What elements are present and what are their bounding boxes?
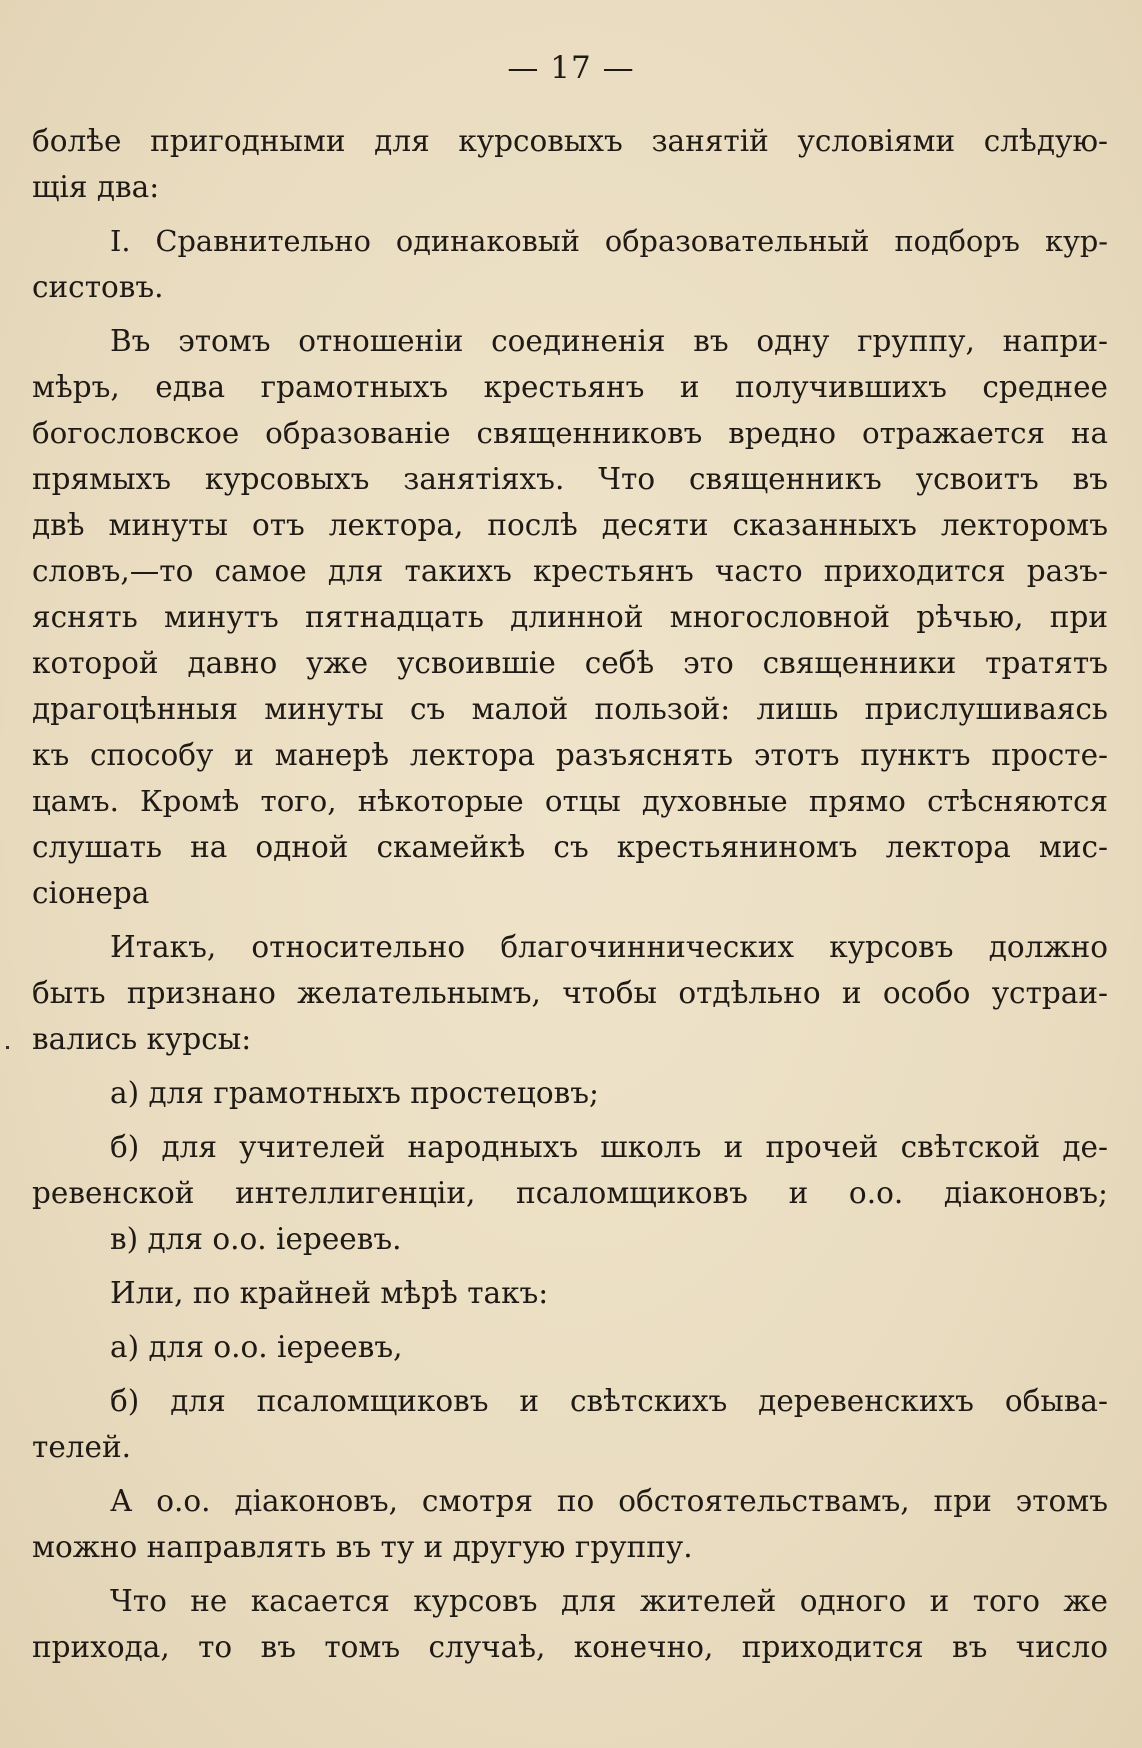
paragraph-4 [32, 924, 1108, 1062]
text-line: цамъ. Кромѣ того, нѣкоторые отцы духовные прямо стѣсняются [32, 784, 1108, 818]
paragraph-2 [32, 218, 1108, 310]
paragraph-7 [32, 1216, 1108, 1262]
text-line: болѣе пригодными для курсовыхъ занятій условіями слѣдую- [32, 124, 1108, 158]
text-line: можно направлять въ ту и другую группу. [32, 1530, 693, 1564]
paragraph-3 [32, 318, 1108, 916]
text-line: в) для о.о. іереевъ. [110, 1222, 402, 1256]
text-line: прихода, то въ томъ случаѣ, конечно, приходится въ число [32, 1630, 1108, 1664]
paragraph-8 [32, 1270, 1108, 1316]
text-line: быть признано желательнымъ, чтобы отдѣльно и особо устраи- [32, 976, 1108, 1010]
text-line: Что не касается курсовъ для жителей одного и того же [110, 1584, 1108, 1618]
text-line: а) для грамотныхъ простецовъ; [110, 1076, 599, 1110]
text-line: мѣръ, едва грамотныхъ крестьянъ и получившихъ среднее [32, 370, 1108, 404]
margin-mark [6, 1046, 9, 1049]
text-line: Въ этомъ отношеніи соединенія въ одну группу, напри- [110, 324, 1108, 358]
paragraph-9 [32, 1324, 1108, 1370]
text-line: вались курсы: [32, 1022, 252, 1056]
text-line: яснять минутъ пятнадцать длинной многословной рѣчью, при [32, 600, 1108, 634]
text-line: б) для псаломщиковъ и свѣтскихъ деревенскихъ обыва- [110, 1384, 1108, 1418]
text-line: систовъ. [32, 270, 164, 304]
page-number: — 17 — [507, 50, 635, 86]
paragraph-10 [32, 1378, 1108, 1470]
text-line: которой давно уже усвоившіе себѣ это священники тратятъ [32, 646, 1108, 680]
paragraph-1 [32, 118, 1108, 210]
text-line: богословское образованіе священниковъ вредно отражается на [32, 416, 1108, 450]
text-line: б) для учителей народныхъ школъ и прочей свѣтской де- [110, 1130, 1108, 1164]
text-line: двѣ минуты отъ лектора, послѣ десяти сказанныхъ лекторомъ [32, 508, 1108, 542]
body-text [32, 118, 1108, 1670]
text-line: Итакъ, относительно благочиннических курсовъ должно [110, 930, 1108, 964]
text-line: драгоцѣнныя минуты съ малой пользой: лишь прислушиваясь [32, 692, 1108, 726]
text-line: ревенской интеллигенціи, псаломщиковъ и о.о. діаконовъ; [32, 1176, 1108, 1210]
text-line: щія два: [32, 170, 160, 204]
paragraph-12 [32, 1578, 1108, 1670]
text-line: къ способу и манерѣ лектора разъяснять этотъ пунктъ просте- [32, 738, 1108, 772]
paragraph-5 [32, 1070, 1108, 1116]
text-line: сіонера [32, 876, 150, 910]
text-line: прямыхъ курсовыхъ занятіяхъ. Что священникъ усвоитъ въ [32, 462, 1108, 496]
paragraph-11 [32, 1478, 1108, 1570]
text-line: I. Сравнительно одинаковый образовательный подборъ кур- [110, 224, 1108, 258]
text-line: словъ,—то самое для такихъ крестьянъ часто приходится разъ- [32, 554, 1108, 588]
text-line: Или, по крайней мѣрѣ такъ: [110, 1276, 549, 1310]
text-line: А о.о. діаконовъ, смотря по обстоятельствамъ, при этомъ [110, 1484, 1108, 1518]
text-line: а) для о.о. іереевъ, [110, 1330, 403, 1364]
text-line: телей. [32, 1430, 132, 1464]
text-line: слушать на одной скамейкѣ съ крестьяниномъ лектора мис- [32, 830, 1108, 864]
paragraph-6 [32, 1124, 1108, 1216]
